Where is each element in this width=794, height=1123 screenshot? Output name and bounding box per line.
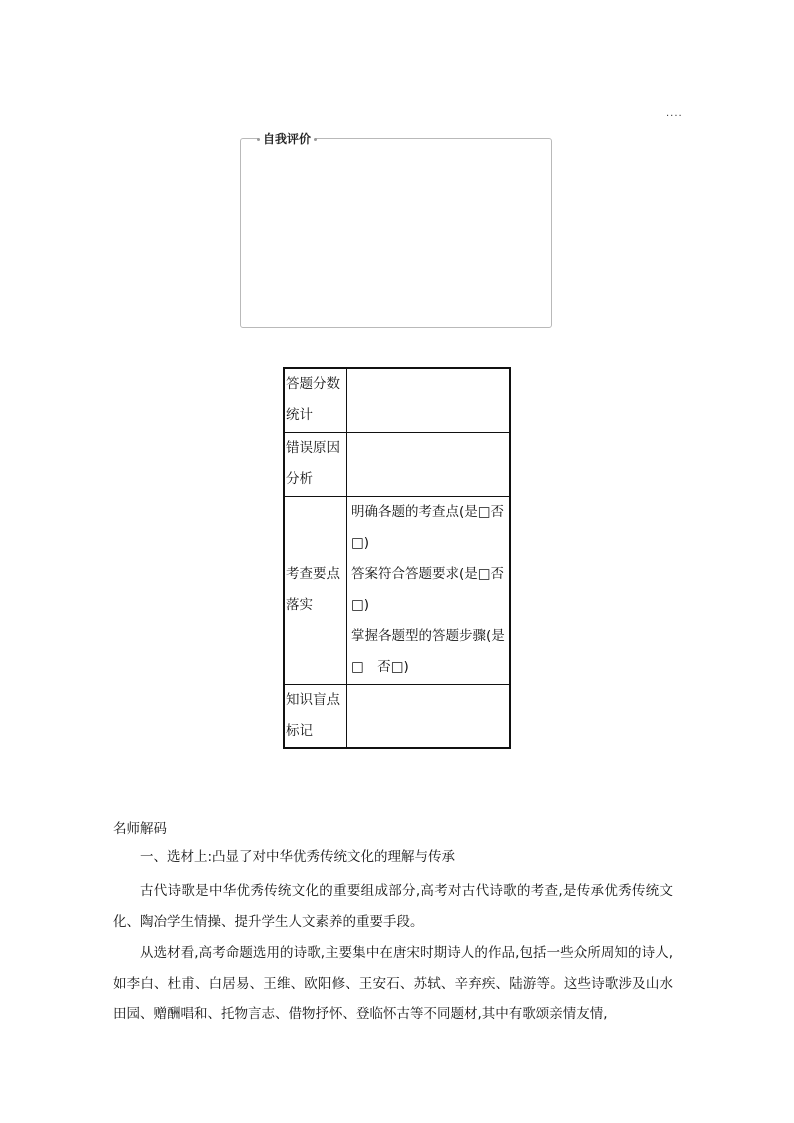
check-item-points: 明确各题的考查点(是□否□)	[351, 504, 505, 551]
paragraph: 古代诗歌是中华优秀传统文化的重要组成部分,高考对古代诗歌的考查,是传承优秀传统文化、陶冶学生情操、提升学生人文素养的重要手段。	[113, 883, 673, 930]
self-evaluation-title: 自我评价	[259, 131, 315, 147]
self-evaluation-box	[240, 132, 552, 328]
stats-table	[283, 367, 511, 749]
row-content-error	[347, 432, 511, 496]
row-content-score	[347, 368, 511, 432]
row-label-error: 错误原因分析	[284, 432, 347, 496]
check-item-answer: 答案符合答题要求(是□否□)	[351, 566, 505, 613]
row-content-blindspot	[347, 684, 511, 748]
corner-mark: ....	[666, 108, 683, 119]
section-expert-analysis	[113, 818, 673, 1031]
row-label-score: 答题分数统计	[284, 368, 347, 432]
row-content-points	[347, 496, 511, 684]
table-row	[284, 684, 510, 748]
section-heading: 一、选材上:凸显了对中华优秀传统文化的理解与传承	[140, 849, 456, 865]
row-label-blindspot: 知识盲点标记	[284, 684, 347, 748]
table-row	[284, 496, 510, 684]
paragraph: 从选材看,高考命题选用的诗歌,主要集中在唐宋时期诗人的作品,包括一些众所周知的诗人,如李白、杜甫、白居易、王维、欧阳修、王安石、苏轼、辛弃疾、陆游等。这些诗歌涉及山水田园、赠酬唱和、托物言志、借物抒怀、登临怀古等不同题材,其中有歌颂亲情友情,	[113, 945, 673, 1022]
table-row	[284, 432, 510, 496]
section-title: 名师解码	[113, 821, 167, 837]
table-row	[284, 368, 510, 432]
check-item-steps: 掌握各题型的答题步骤(是□ 否□)	[351, 628, 505, 675]
row-label-points: 考查要点落实	[284, 496, 347, 684]
